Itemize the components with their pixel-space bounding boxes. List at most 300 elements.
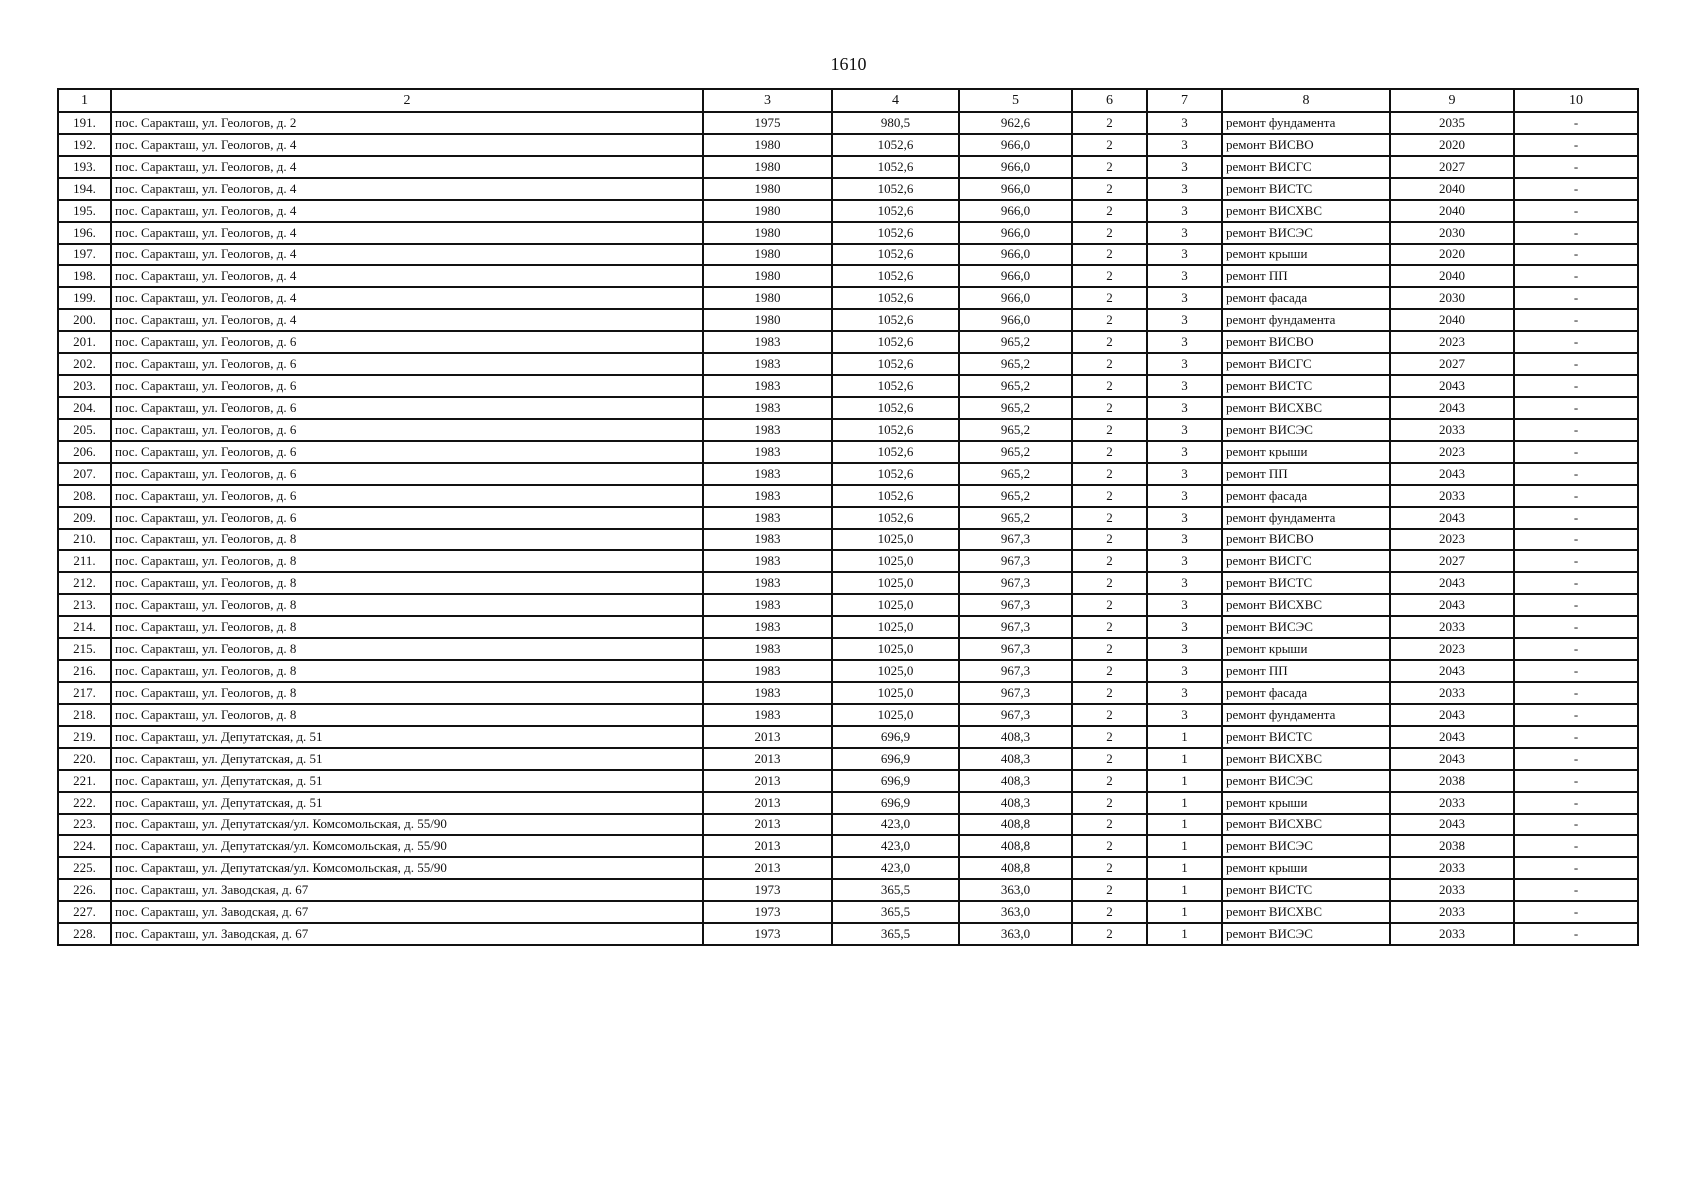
cell-build-year: 2013: [703, 726, 832, 748]
cell-floors: 2: [1072, 726, 1147, 748]
cell-floors: 2: [1072, 857, 1147, 879]
cell-work-type: ремонт крыши: [1222, 441, 1390, 463]
cell-living-area: 965,2: [959, 375, 1072, 397]
cell-floors: 2: [1072, 572, 1147, 594]
table-row: [58, 792, 1638, 814]
cell-work-type: ремонт крыши: [1222, 857, 1390, 879]
table-row: [58, 835, 1638, 857]
cell-build-year: 1983: [703, 331, 832, 353]
table-row: [58, 550, 1638, 572]
cell-total-area: 1052,6: [832, 287, 959, 309]
cell-note: -: [1514, 638, 1638, 660]
cell-living-area: 967,3: [959, 704, 1072, 726]
table-row: [58, 397, 1638, 419]
cell-work-type: ремонт ВИСТС: [1222, 572, 1390, 594]
cell-note: -: [1514, 704, 1638, 726]
cell-work-type: ремонт ВИСХВС: [1222, 200, 1390, 222]
cell-floors: 2: [1072, 923, 1147, 945]
cell-build-year: 1983: [703, 441, 832, 463]
cell-living-area: 965,2: [959, 441, 1072, 463]
cell-living-area: 965,2: [959, 331, 1072, 353]
cell-address: пос. Саракташ, ул. Геологов, д. 4: [111, 178, 703, 200]
cell-living-area: 965,2: [959, 353, 1072, 375]
cell-planned-year: 2038: [1390, 770, 1514, 792]
cell-note: -: [1514, 419, 1638, 441]
cell-living-area: 966,0: [959, 178, 1072, 200]
cell-entrances: 3: [1147, 704, 1222, 726]
cell-entrances: 1: [1147, 814, 1222, 836]
header-row: [58, 89, 1638, 112]
cell-address: пос. Саракташ, ул. Геологов, д. 8: [111, 572, 703, 594]
cell-row-number: 194.: [58, 178, 111, 200]
cell-living-area: 966,0: [959, 134, 1072, 156]
cell-planned-year: 2040: [1390, 178, 1514, 200]
cell-row-number: 211.: [58, 550, 111, 572]
cell-planned-year: 2020: [1390, 134, 1514, 156]
cell-note: -: [1514, 616, 1638, 638]
cell-build-year: 1983: [703, 704, 832, 726]
cell-floors: 2: [1072, 682, 1147, 704]
table-row: [58, 507, 1638, 529]
cell-living-area: 967,3: [959, 638, 1072, 660]
cell-total-area: 423,0: [832, 835, 959, 857]
cell-living-area: 363,0: [959, 923, 1072, 945]
cell-planned-year: 2033: [1390, 485, 1514, 507]
cell-entrances: 3: [1147, 682, 1222, 704]
cell-entrances: 1: [1147, 879, 1222, 901]
cell-note: -: [1514, 572, 1638, 594]
cell-floors: 2: [1072, 463, 1147, 485]
cell-build-year: 1980: [703, 156, 832, 178]
cell-total-area: 1052,6: [832, 265, 959, 287]
cell-row-number: 221.: [58, 770, 111, 792]
cell-build-year: 1983: [703, 419, 832, 441]
table-row: [58, 353, 1638, 375]
cell-planned-year: 2043: [1390, 660, 1514, 682]
cell-planned-year: 2033: [1390, 923, 1514, 945]
cell-row-number: 210.: [58, 529, 111, 551]
cell-row-number: 225.: [58, 857, 111, 879]
cell-build-year: 1983: [703, 507, 832, 529]
column-header-4: 4: [832, 89, 959, 112]
table-row: [58, 156, 1638, 178]
cell-entrances: 3: [1147, 375, 1222, 397]
cell-floors: 2: [1072, 879, 1147, 901]
cell-build-year: 1983: [703, 660, 832, 682]
cell-planned-year: 2043: [1390, 726, 1514, 748]
cell-row-number: 218.: [58, 704, 111, 726]
cell-work-type: ремонт ВИСВО: [1222, 529, 1390, 551]
cell-entrances: 3: [1147, 134, 1222, 156]
cell-work-type: ремонт ВИСЭС: [1222, 835, 1390, 857]
column-header-1: 1: [58, 89, 111, 112]
cell-work-type: ремонт ВИСГС: [1222, 156, 1390, 178]
cell-entrances: 3: [1147, 265, 1222, 287]
cell-total-area: 1052,6: [832, 375, 959, 397]
cell-row-number: 201.: [58, 331, 111, 353]
cell-note: -: [1514, 375, 1638, 397]
cell-build-year: 1983: [703, 463, 832, 485]
cell-entrances: 1: [1147, 792, 1222, 814]
cell-living-area: 966,0: [959, 287, 1072, 309]
cell-floors: 2: [1072, 616, 1147, 638]
cell-row-number: 208.: [58, 485, 111, 507]
cell-entrances: 1: [1147, 835, 1222, 857]
cell-entrances: 3: [1147, 287, 1222, 309]
cell-note: -: [1514, 353, 1638, 375]
cell-note: -: [1514, 134, 1638, 156]
table-row: [58, 770, 1638, 792]
table-row: [58, 638, 1638, 660]
cell-work-type: ремонт крыши: [1222, 244, 1390, 266]
table-row: [58, 923, 1638, 945]
cell-build-year: 1983: [703, 550, 832, 572]
cell-floors: 2: [1072, 222, 1147, 244]
cell-planned-year: 2027: [1390, 550, 1514, 572]
cell-address: пос. Саракташ, ул. Депутатская, д. 51: [111, 770, 703, 792]
cell-build-year: 1973: [703, 879, 832, 901]
cell-row-number: 196.: [58, 222, 111, 244]
cell-note: -: [1514, 200, 1638, 222]
cell-entrances: 3: [1147, 112, 1222, 134]
cell-total-area: 696,9: [832, 748, 959, 770]
repair-schedule-table: [57, 88, 1639, 946]
cell-build-year: 1983: [703, 638, 832, 660]
table-row: [58, 857, 1638, 879]
table-row: [58, 814, 1638, 836]
cell-planned-year: 2043: [1390, 375, 1514, 397]
cell-row-number: 220.: [58, 748, 111, 770]
cell-total-area: 1025,0: [832, 550, 959, 572]
cell-total-area: 1052,6: [832, 353, 959, 375]
cell-planned-year: 2043: [1390, 748, 1514, 770]
cell-row-number: 207.: [58, 463, 111, 485]
cell-planned-year: 2040: [1390, 265, 1514, 287]
cell-note: -: [1514, 244, 1638, 266]
cell-work-type: ремонт ВИСЭС: [1222, 616, 1390, 638]
cell-living-area: 965,2: [959, 463, 1072, 485]
cell-row-number: 197.: [58, 244, 111, 266]
table-row: [58, 616, 1638, 638]
cell-address: пос. Саракташ, ул. Геологов, д. 6: [111, 507, 703, 529]
cell-planned-year: 2020: [1390, 244, 1514, 266]
cell-planned-year: 2040: [1390, 309, 1514, 331]
cell-total-area: 365,5: [832, 901, 959, 923]
cell-address: пос. Саракташ, ул. Геологов, д. 4: [111, 156, 703, 178]
cell-floors: 2: [1072, 287, 1147, 309]
cell-note: -: [1514, 835, 1638, 857]
cell-note: -: [1514, 441, 1638, 463]
column-header-3: 3: [703, 89, 832, 112]
cell-work-type: ремонт ВИСВО: [1222, 331, 1390, 353]
cell-total-area: 423,0: [832, 814, 959, 836]
cell-row-number: 227.: [58, 901, 111, 923]
cell-entrances: 3: [1147, 638, 1222, 660]
cell-planned-year: 2033: [1390, 616, 1514, 638]
cell-entrances: 3: [1147, 331, 1222, 353]
cell-build-year: 1983: [703, 594, 832, 616]
cell-note: -: [1514, 594, 1638, 616]
table-row: [58, 529, 1638, 551]
cell-planned-year: 2033: [1390, 901, 1514, 923]
cell-row-number: 226.: [58, 879, 111, 901]
page-number: 1610: [830, 54, 867, 74]
cell-total-area: 1052,6: [832, 463, 959, 485]
cell-floors: 2: [1072, 835, 1147, 857]
cell-address: пос. Саракташ, ул. Депутатская, д. 51: [111, 726, 703, 748]
cell-floors: 2: [1072, 134, 1147, 156]
cell-work-type: ремонт фундамента: [1222, 704, 1390, 726]
cell-address: пос. Саракташ, ул. Геологов, д. 6: [111, 485, 703, 507]
cell-note: -: [1514, 901, 1638, 923]
cell-row-number: 214.: [58, 616, 111, 638]
cell-planned-year: 2033: [1390, 857, 1514, 879]
cell-address: пос. Саракташ, ул. Геологов, д. 4: [111, 200, 703, 222]
table-row: [58, 485, 1638, 507]
cell-floors: 2: [1072, 594, 1147, 616]
cell-work-type: ремонт ВИСТС: [1222, 726, 1390, 748]
cell-floors: 2: [1072, 200, 1147, 222]
cell-row-number: 212.: [58, 572, 111, 594]
cell-note: -: [1514, 726, 1638, 748]
cell-entrances: 3: [1147, 397, 1222, 419]
cell-entrances: 1: [1147, 770, 1222, 792]
cell-work-type: ремонт крыши: [1222, 638, 1390, 660]
table-row: [58, 375, 1638, 397]
cell-row-number: 203.: [58, 375, 111, 397]
cell-entrances: 3: [1147, 200, 1222, 222]
cell-floors: 2: [1072, 178, 1147, 200]
column-header-2: 2: [111, 89, 703, 112]
cell-floors: 2: [1072, 529, 1147, 551]
cell-living-area: 966,0: [959, 200, 1072, 222]
cell-note: -: [1514, 748, 1638, 770]
cell-entrances: 1: [1147, 857, 1222, 879]
cell-living-area: 962,6: [959, 112, 1072, 134]
cell-total-area: 696,9: [832, 726, 959, 748]
cell-floors: 2: [1072, 770, 1147, 792]
cell-note: -: [1514, 397, 1638, 419]
cell-build-year: 1980: [703, 244, 832, 266]
cell-build-year: 1983: [703, 616, 832, 638]
cell-row-number: 200.: [58, 309, 111, 331]
cell-note: -: [1514, 770, 1638, 792]
cell-total-area: 1025,0: [832, 529, 959, 551]
cell-note: -: [1514, 178, 1638, 200]
cell-work-type: ремонт фундамента: [1222, 309, 1390, 331]
cell-planned-year: 2040: [1390, 200, 1514, 222]
cell-living-area: 408,8: [959, 835, 1072, 857]
cell-planned-year: 2043: [1390, 397, 1514, 419]
table-row: [58, 704, 1638, 726]
cell-row-number: 223.: [58, 814, 111, 836]
cell-row-number: 195.: [58, 200, 111, 222]
cell-living-area: 967,3: [959, 572, 1072, 594]
cell-planned-year: 2043: [1390, 463, 1514, 485]
column-header-6: 6: [1072, 89, 1147, 112]
cell-work-type: ремонт ПП: [1222, 463, 1390, 485]
cell-living-area: 408,8: [959, 814, 1072, 836]
cell-work-type: ремонт ВИСХВС: [1222, 397, 1390, 419]
cell-note: -: [1514, 857, 1638, 879]
cell-note: -: [1514, 550, 1638, 572]
cell-floors: 2: [1072, 244, 1147, 266]
cell-floors: 2: [1072, 309, 1147, 331]
table-row: [58, 178, 1638, 200]
cell-work-type: ремонт крыши: [1222, 792, 1390, 814]
cell-address: пос. Саракташ, ул. Депутатская, д. 51: [111, 748, 703, 770]
cell-entrances: 3: [1147, 178, 1222, 200]
cell-entrances: 3: [1147, 616, 1222, 638]
cell-floors: 2: [1072, 814, 1147, 836]
cell-address: пос. Саракташ, ул. Геологов, д. 8: [111, 638, 703, 660]
cell-note: -: [1514, 463, 1638, 485]
table-row: [58, 682, 1638, 704]
cell-address: пос. Саракташ, ул. Геологов, д. 8: [111, 616, 703, 638]
cell-entrances: 3: [1147, 156, 1222, 178]
cell-total-area: 1052,6: [832, 309, 959, 331]
table-row: [58, 244, 1638, 266]
cell-entrances: 3: [1147, 441, 1222, 463]
cell-work-type: ремонт ВИСЭС: [1222, 419, 1390, 441]
cell-address: пос. Саракташ, ул. Заводская, д. 67: [111, 879, 703, 901]
cell-address: пос. Саракташ, ул. Депутатская, д. 51: [111, 792, 703, 814]
cell-living-area: 363,0: [959, 901, 1072, 923]
cell-living-area: 408,3: [959, 726, 1072, 748]
cell-entrances: 3: [1147, 463, 1222, 485]
cell-floors: 2: [1072, 353, 1147, 375]
cell-row-number: 228.: [58, 923, 111, 945]
cell-planned-year: 2030: [1390, 222, 1514, 244]
table-row: [58, 112, 1638, 134]
table-row: [58, 726, 1638, 748]
cell-build-year: 1980: [703, 265, 832, 287]
cell-work-type: ремонт ВИСВО: [1222, 134, 1390, 156]
cell-living-area: 408,3: [959, 792, 1072, 814]
cell-planned-year: 2023: [1390, 529, 1514, 551]
cell-entrances: 1: [1147, 901, 1222, 923]
cell-row-number: 199.: [58, 287, 111, 309]
cell-address: пос. Саракташ, ул. Геологов, д. 6: [111, 375, 703, 397]
table-row: [58, 331, 1638, 353]
cell-total-area: 1052,6: [832, 507, 959, 529]
table-row: [58, 463, 1638, 485]
cell-note: -: [1514, 814, 1638, 836]
cell-note: -: [1514, 507, 1638, 529]
cell-total-area: 1052,6: [832, 178, 959, 200]
cell-entrances: 3: [1147, 309, 1222, 331]
table-row: [58, 879, 1638, 901]
cell-entrances: 3: [1147, 507, 1222, 529]
cell-work-type: ремонт ВИСГС: [1222, 353, 1390, 375]
cell-build-year: 1973: [703, 923, 832, 945]
cell-work-type: ремонт ПП: [1222, 660, 1390, 682]
cell-planned-year: 2043: [1390, 507, 1514, 529]
cell-entrances: 3: [1147, 572, 1222, 594]
cell-build-year: 2013: [703, 792, 832, 814]
cell-build-year: 1980: [703, 178, 832, 200]
cell-address: пос. Саракташ, ул. Геологов, д. 4: [111, 265, 703, 287]
cell-row-number: 205.: [58, 419, 111, 441]
cell-living-area: 967,3: [959, 660, 1072, 682]
cell-floors: 2: [1072, 901, 1147, 923]
cell-living-area: 966,0: [959, 265, 1072, 287]
cell-floors: 2: [1072, 550, 1147, 572]
cell-work-type: ремонт ВИСГС: [1222, 550, 1390, 572]
cell-floors: 2: [1072, 375, 1147, 397]
cell-living-area: 408,8: [959, 857, 1072, 879]
table-row: [58, 287, 1638, 309]
cell-build-year: 1983: [703, 529, 832, 551]
cell-floors: 2: [1072, 265, 1147, 287]
cell-work-type: ремонт ВИСХВС: [1222, 594, 1390, 616]
cell-address: пос. Саракташ, ул. Геологов, д. 8: [111, 529, 703, 551]
cell-total-area: 1025,0: [832, 572, 959, 594]
cell-note: -: [1514, 309, 1638, 331]
cell-total-area: 365,5: [832, 923, 959, 945]
cell-build-year: 2013: [703, 748, 832, 770]
cell-row-number: 191.: [58, 112, 111, 134]
cell-address: пос. Саракташ, ул. Геологов, д. 6: [111, 463, 703, 485]
cell-entrances: 3: [1147, 660, 1222, 682]
column-header-9: 9: [1390, 89, 1514, 112]
cell-floors: 2: [1072, 748, 1147, 770]
cell-total-area: 1052,6: [832, 222, 959, 244]
table-body: [58, 112, 1638, 945]
cell-planned-year: 2023: [1390, 638, 1514, 660]
cell-living-area: 965,2: [959, 507, 1072, 529]
cell-living-area: 408,3: [959, 770, 1072, 792]
cell-address: пос. Саракташ, ул. Геологов, д. 6: [111, 441, 703, 463]
cell-living-area: 967,3: [959, 616, 1072, 638]
cell-build-year: 2013: [703, 770, 832, 792]
cell-row-number: 217.: [58, 682, 111, 704]
cell-entrances: 3: [1147, 222, 1222, 244]
column-header-5: 5: [959, 89, 1072, 112]
cell-total-area: 696,9: [832, 792, 959, 814]
cell-row-number: 213.: [58, 594, 111, 616]
cell-living-area: 966,0: [959, 309, 1072, 331]
cell-build-year: 1980: [703, 309, 832, 331]
cell-floors: 2: [1072, 507, 1147, 529]
cell-floors: 2: [1072, 485, 1147, 507]
table-row: [58, 419, 1638, 441]
table-row: [58, 660, 1638, 682]
cell-row-number: 193.: [58, 156, 111, 178]
table-row: [58, 265, 1638, 287]
cell-work-type: ремонт ВИСЭС: [1222, 923, 1390, 945]
cell-note: -: [1514, 660, 1638, 682]
cell-floors: 2: [1072, 660, 1147, 682]
cell-living-area: 965,2: [959, 485, 1072, 507]
cell-entrances: 3: [1147, 550, 1222, 572]
cell-address: пос. Саракташ, ул. Депутатская/ул. Комсомольская, д. 55/90: [111, 857, 703, 879]
table-row: [58, 200, 1638, 222]
cell-entrances: 3: [1147, 485, 1222, 507]
cell-planned-year: 2038: [1390, 835, 1514, 857]
cell-note: -: [1514, 156, 1638, 178]
cell-total-area: 1052,6: [832, 397, 959, 419]
cell-note: -: [1514, 287, 1638, 309]
cell-work-type: ремонт фасада: [1222, 287, 1390, 309]
cell-build-year: 1980: [703, 134, 832, 156]
cell-note: -: [1514, 112, 1638, 134]
cell-planned-year: 2023: [1390, 331, 1514, 353]
cell-note: -: [1514, 222, 1638, 244]
cell-work-type: ремонт ВИСХВС: [1222, 748, 1390, 770]
cell-build-year: 1980: [703, 222, 832, 244]
cell-living-area: 966,0: [959, 222, 1072, 244]
